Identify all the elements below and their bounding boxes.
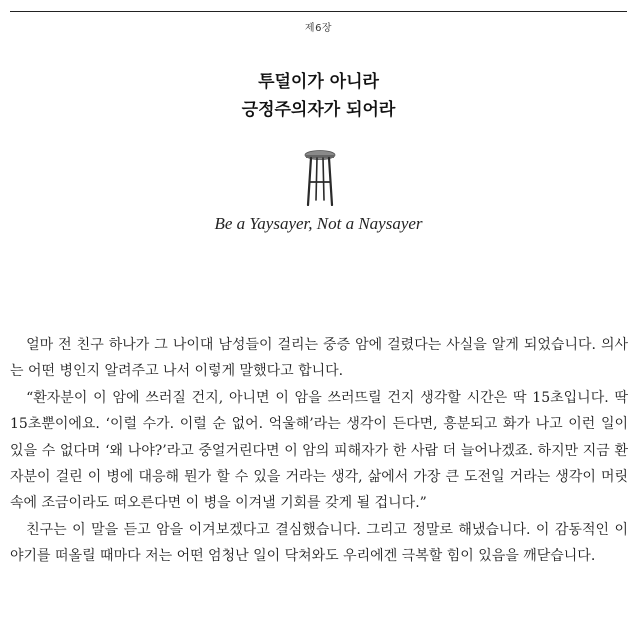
chapter-title-line-1: 투덜이가 아니라: [258, 72, 379, 92]
paragraph-1: 얼마 전 친구 하나가 그 나이대 남성들이 걸리는 중증 암에 걸렸다는 사실을 알게 되었습니다. 의사는 어떤 병인지 알려주고 나서 이렇게 말했다고 합니다.: [10, 337, 628, 380]
chapter-label: 제6장: [304, 23, 333, 34]
english-subtitle: Be a Yaysayer, Not a Naysayer: [214, 214, 423, 233]
chapter-title: [0, 68, 637, 124]
top-rule: [10, 11, 627, 12]
paragraph-2: “환자분이 이 암에 쓰러질 건지, 아니면 이 암을 쓰러뜨릴 건지 생각할 시간은 딱 15초입니다. 딱 15초뿐이에요. ‘이럴 수가. 이럴 순 없어. 억울해’라는 생각이 든다면, 흥분되고 화가 나고 이런 일이 있을 수 없다며 ‘왜 나야?’라고 중얼거린다면 이 암의 피해자가 한 사람 더 늘어나겠죠. 하지만 지금 환자분이 걸린 이 병에 대응해 뭔가 할 수 있을 거라는 생각, 삶에서 가장 큰 도전일 거라는 생각이 머릿속에 조금이라도 떠오른다면 이 병을 이겨낼 기회를 갖게 될 겁니다.”: [10, 389, 628, 512]
chapter-title-line-2: 긍정주의자가 되어라: [241, 100, 396, 120]
paragraph-3: 친구는 이 말을 듣고 암을 이겨보겠다고 결심했습니다. 그리고 정말로 해냈습니다. 이 감동적인 이야기를 떠올릴 때마다 저는 어떤 엄청난 일이 닥쳐와도 우리에겐 극복할 힘이 있음을 깨닫습니다.: [10, 521, 628, 565]
body-text: [10, 332, 628, 570]
bar-stool-icon: [303, 150, 337, 206]
